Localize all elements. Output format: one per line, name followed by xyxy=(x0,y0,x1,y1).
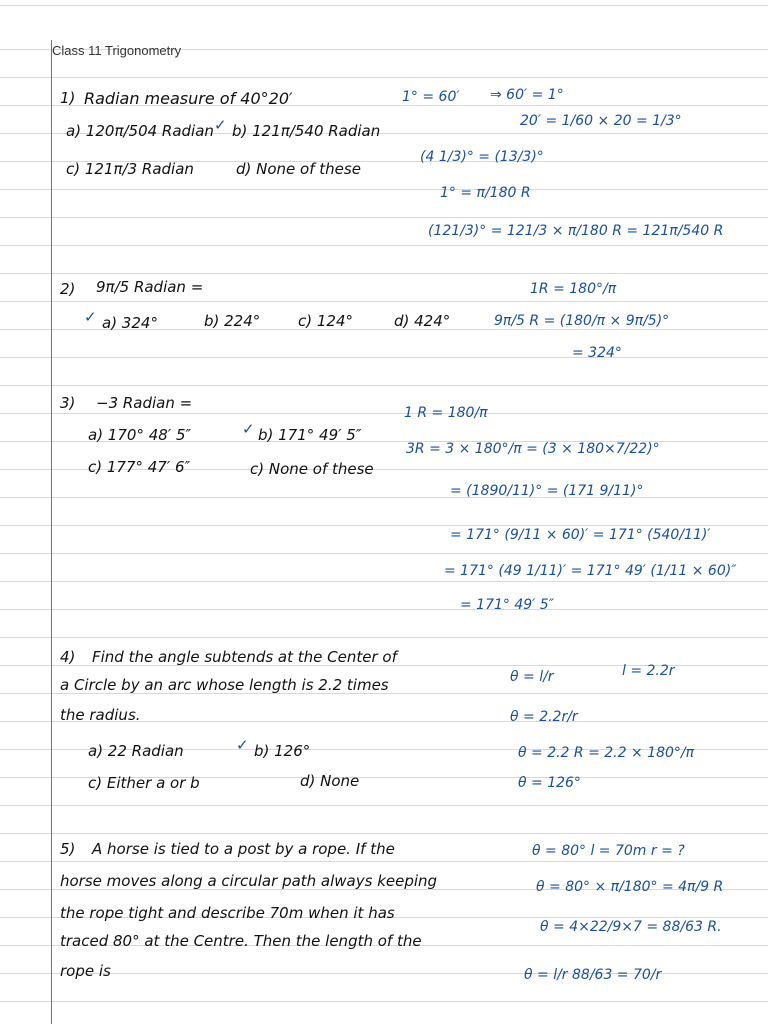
question-2-number: 2) xyxy=(60,280,76,298)
margin-line xyxy=(51,40,52,1024)
question-4-solution-line-1: θ = l/r xyxy=(510,669,554,685)
question-3-solution-line-3: = (1890/11)° = (171 9/11)° xyxy=(450,483,644,499)
question-1-solution-line-5: 1° = π/180 R xyxy=(440,185,531,201)
question-1-solution-line-1: 1° = 60′ xyxy=(402,89,460,105)
question-2-option-c: c) 124° xyxy=(298,312,353,330)
question-3-option-a: a) 170° 48′ 5″ xyxy=(88,426,192,444)
question-4-option-d: d) None xyxy=(300,772,360,790)
question-4-prompt-line-3: the radius. xyxy=(60,706,141,724)
question-4-tick: ✓ xyxy=(236,736,249,754)
question-5-prompt-line-1: A horse is tied to a post by a rope. If the xyxy=(92,840,395,858)
question-4-solution-line-2: l = 2.2r xyxy=(622,663,675,679)
question-1-option-c: c) 121π/3 Radian xyxy=(66,160,194,178)
question-1-tick: ✓ xyxy=(214,116,227,134)
question-5-prompt-line-4: traced 80° at the Centre. Then the length of the xyxy=(60,932,422,950)
question-1-solution-line-6: (121/3)° = 121/3 × π/180 R = 121π/540 R xyxy=(428,223,724,239)
question-5-solution-line-4: θ = l/r 88/63 = 70/r xyxy=(524,967,662,983)
question-3-option-c: c) 177° 47′ 6″ xyxy=(88,458,191,476)
question-2-solution-line-1: 1R = 180°/π xyxy=(530,281,617,297)
question-3-number: 3) xyxy=(60,394,76,412)
question-4-solution-line-5: θ = 126° xyxy=(518,775,581,791)
page-title: Class 11 Trigonometry xyxy=(52,43,182,58)
question-4-prompt-line-1: Find the angle subtends at the Center of xyxy=(92,648,397,666)
question-1-number: 1) xyxy=(60,89,76,107)
question-1-option-b: b) 121π/540 Radian xyxy=(232,122,381,140)
question-4-option-b: b) 126° xyxy=(254,742,311,760)
question-3-prompt: −3 Radian = xyxy=(96,394,193,412)
question-5-prompt-line-3: the rope tight and describe 70m when it has xyxy=(60,904,395,922)
question-1-option-d: d) None of these xyxy=(236,160,361,178)
question-3-solution-line-4: = 171° (9/11 × 60)′ = 171° (540/11)′ xyxy=(450,527,711,543)
question-1-prompt: Radian measure of 40°20′ xyxy=(84,89,293,108)
question-3-option-d: c) None of these xyxy=(250,460,374,478)
question-4-option-c: c) Either a or b xyxy=(88,774,200,792)
question-5-solution-line-2: θ = 80° × π/180° = 4π/9 R xyxy=(536,879,724,895)
question-2-option-d: d) 424° xyxy=(394,312,451,330)
question-2-solution-line-3: = 324° xyxy=(572,345,622,361)
question-3-solution-line-6: = 171° 49′ 5″ xyxy=(460,597,554,613)
question-5-prompt-line-5: rope is xyxy=(60,962,111,980)
question-3-option-b: b) 171° 49′ 5″ xyxy=(258,426,362,444)
question-4-prompt-line-2: a Circle by an arc whose length is 2.2 times xyxy=(60,676,389,694)
question-5-number: 5) xyxy=(60,840,76,858)
question-5-solution-line-3: θ = 4×22/9×7 = 88/63 R. xyxy=(540,919,722,935)
question-3-solution-line-2: 3R = 3 × 180°/π = (3 × 180×7/22)° xyxy=(406,441,660,457)
question-1-solution-line-4: (4 1/3)° = (13/3)° xyxy=(420,149,544,165)
question-2-solution-line-2: 9π/5 R = (180/π × 9π/5)° xyxy=(494,313,670,329)
question-3-solution-line-1: 1 R = 180/π xyxy=(404,405,488,421)
question-3-tick: ✓ xyxy=(242,420,255,438)
question-2-tick: ✓ xyxy=(84,308,97,326)
question-3-solution-line-5: = 171° (49 1/11)′ = 171° 49′ (1/11 × 60)″ xyxy=(444,563,737,579)
question-1-solution-line-2: ⇒ 60′ = 1° xyxy=(490,87,564,103)
question-2-option-b: b) 224° xyxy=(204,312,261,330)
question-4-solution-line-4: θ = 2.2 R = 2.2 × 180°/π xyxy=(518,745,695,761)
question-4-option-a: a) 22 Radian xyxy=(88,742,184,760)
question-4-number: 4) xyxy=(60,648,76,666)
question-4-solution-line-3: θ = 2.2r/r xyxy=(510,709,578,725)
question-2-prompt: 9π/5 Radian = xyxy=(96,278,204,296)
question-1-option-a: a) 120π/504 Radian xyxy=(66,122,214,140)
question-1-solution-line-3: 20′ = 1/60 × 20 = 1/3° xyxy=(520,113,682,129)
question-2-option-a: a) 324° xyxy=(102,314,158,332)
question-5-prompt-line-2: horse moves along a circular path always keeping xyxy=(60,872,438,890)
question-5-solution-line-1: θ = 80° l = 70m r = ? xyxy=(532,843,685,859)
